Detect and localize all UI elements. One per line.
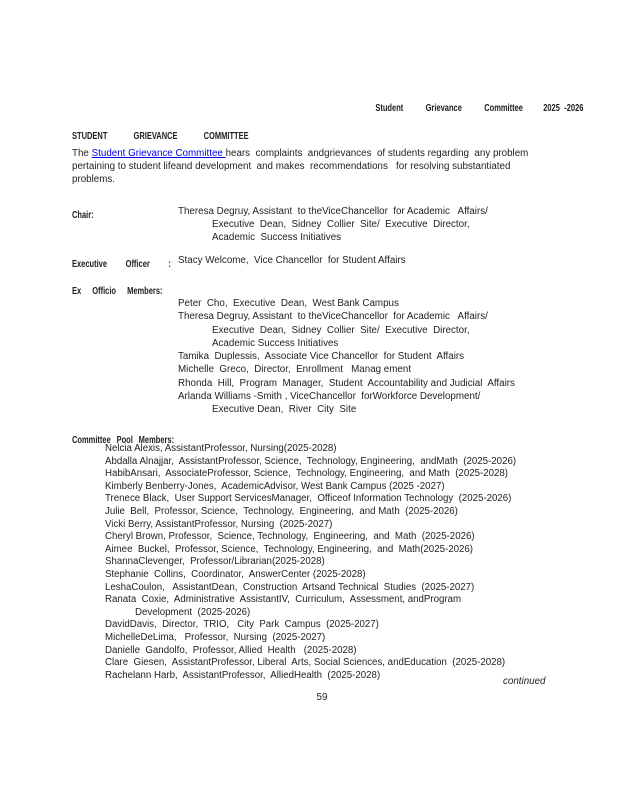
chair-label: Chair:	[72, 210, 94, 221]
pool-member: Ranata Coxie, Administrative AssistantIV, Curriculum, Assessment, andProgram	[105, 594, 462, 606]
committee-pool-label: Committee Pool Members:	[72, 435, 175, 446]
pool-member: Stephanie Collins, Coordinator, AnswerCenter (2025-2028)	[105, 568, 366, 580]
pool-member: Abdalla Alnajjar, AssistantProfessor, Science, Technology, Engineering, andMath (2025-2026)	[105, 455, 517, 467]
pool-member: Trenece Black, User Support ServicesManager, Officeof Information Technology (2025-2026)	[105, 493, 512, 505]
ex-officio-member: Peter Cho, Executive Dean, West Bank Campus	[178, 298, 399, 309]
page-number: 59	[316, 692, 328, 703]
pool-member: Aimee Buckel, Professor, Science, Technology, Engineering, and Math(2025-2026)	[105, 543, 473, 555]
running-header-year: 2025 -2026	[542, 103, 583, 114]
pool-member: ShannaClevenger, Professor/Librarian(2025-2028)	[105, 556, 325, 568]
chair-line: Executive Dean, Sidney Collier Site/ Executive Director,	[212, 219, 470, 231]
intro-line-3: problems.	[72, 174, 116, 185]
ex-officio-member: Theresa Degruy, Assistant to theViceChancellor for Academic Affairs/	[178, 311, 488, 323]
student-grievance-committee-link[interactable]: Student Grievance Committee	[91, 148, 226, 159]
pool-member: HabibAnsari, AssociateProfessor, Science, Technology, Engineering, and Math (2025-2028)	[105, 468, 508, 480]
pool-member: Clare Giesen, AssistantProfessor, Liberal Arts, Social Sciences, andEducation (2025-2028)	[105, 657, 506, 669]
ex-officio-member: Rhonda Hill, Program Manager, Student Accountability and Judicial Affairs	[178, 377, 515, 389]
pool-member: MichelleDeLima, Professor, Nursing (2025-2027)	[105, 631, 326, 643]
running-header	[306, 98, 583, 116]
pool-member: Kimberly Benberry-Jones, AcademicAdvisor, West Bank Campus (2025 -2027)	[105, 480, 445, 492]
ex-officio-member: Tamika Duplessis, Associate Vice Chancellor for Student Affairs	[178, 351, 465, 363]
committee-pool-list	[105, 443, 605, 682]
pool-member: Danielle Gandolfo, Professor, Allied Health (2025-2028)	[105, 644, 357, 656]
pool-member: Vicki Berry, AssistantProfessor, Nursing (2025-2027)	[105, 518, 333, 530]
ex-officio-label: Ex Officio Members:	[72, 286, 163, 297]
ex-officio-member-cont: Academic Success Initiatives	[212, 337, 339, 349]
ex-officio-member-cont: Executive Dean, Sidney Collier Site/ Executive Director,	[212, 324, 470, 336]
pool-member: Cheryl Brown, Professor, Science, Technology, Engineering, and Math (2025-2026)	[105, 531, 475, 543]
continued-note: continued	[503, 676, 546, 687]
ex-officio-member-cont: Executive Dean, River City Site	[212, 404, 357, 416]
chair-value	[178, 205, 598, 245]
pool-member-cont: Development (2025-2026)	[135, 606, 251, 618]
ex-officio-member: Michelle Greco, Director, Enrollment Manag ement	[178, 364, 412, 376]
pool-member: Julie Bell, Professor, Science, Technology, Engineering, and Math (2025-2026)	[105, 505, 458, 517]
ex-officio-list	[178, 297, 608, 417]
ex-officio-member: Arlanda Williams -Smith , ViceChancellor forWorkforce Development/	[178, 391, 481, 403]
intro-paragraph	[72, 147, 592, 186]
pool-member: DavidDavis, Director, TRIO, City Park Campus (2025-2027)	[105, 619, 379, 631]
executive-officer-label: Executive Officer :	[72, 259, 171, 270]
pool-member: Rachelann Harb, AssistantProfessor, AlliedHealth (2025-2028)	[105, 669, 381, 681]
pool-member: LeshaCoulon, AssistantDean, Construction Artsand Technical Studies (2025-2027)	[105, 581, 475, 593]
intro-line-2: pertaining to student lifeand development and makes recommendations for resolving substantiated	[72, 161, 511, 172]
pool-member: Nelcia Alexis, AssistantProfessor, Nursing(2025-2028)	[105, 443, 337, 454]
chair-line: Theresa Degruy, Assistant to theViceChancellor for Academic Affairs/	[178, 206, 488, 217]
executive-officer-value: Stacy Welcome, Vice Chancellor for Student Affairs	[178, 255, 406, 266]
page-title: STUDENT GRIEVANCE COMMITTEE	[72, 131, 249, 142]
chair-line: Academic Success Initiatives	[212, 232, 342, 244]
intro-line-1: The Student Grievance Committee hears complaints andgrievances of students regarding any problem	[72, 148, 529, 159]
running-header-title: Student Grievance Committee	[374, 103, 523, 114]
